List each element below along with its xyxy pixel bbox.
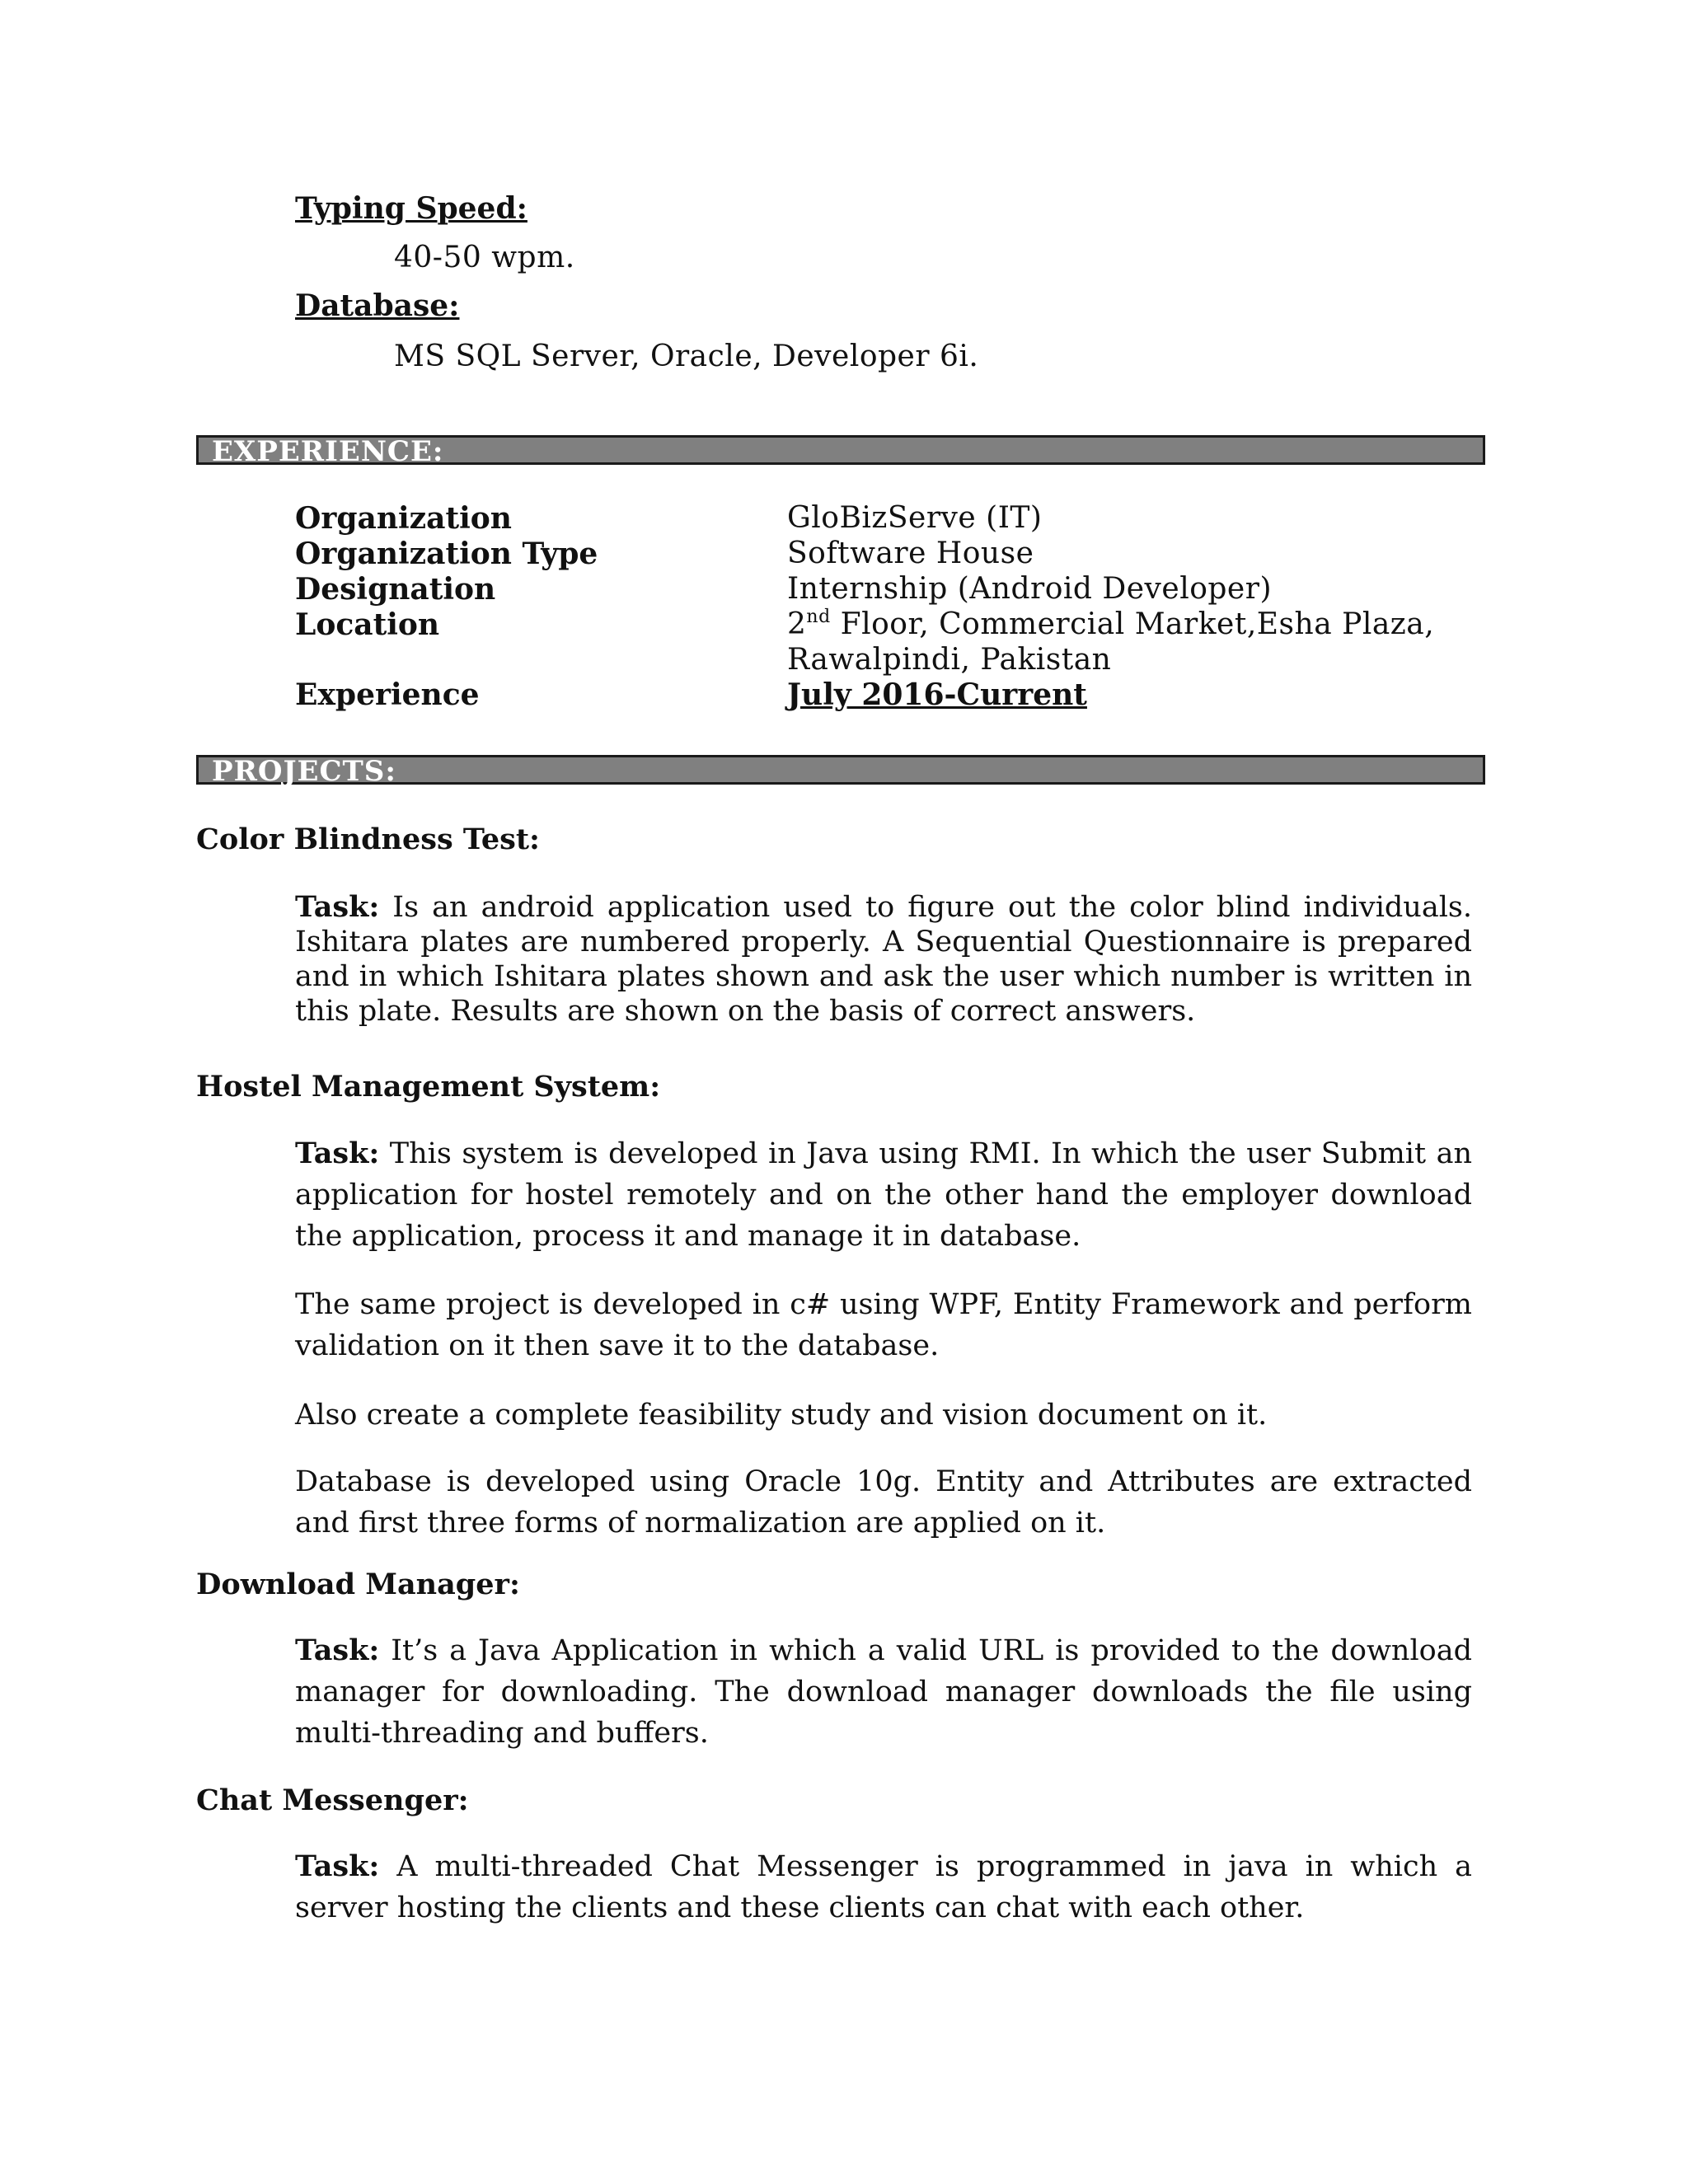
project-hostel-paragraph-2: The same project is developed in c# using WPF, Entity Framework and perform validation on it then save it to the database. <box>295 1288 1472 1362</box>
task-label: Task: <box>295 1137 380 1170</box>
location-floor-number: 2 <box>787 607 807 641</box>
task-label: Task: <box>295 1633 380 1667</box>
experience-section-header <box>196 435 1485 468</box>
organization-type-key: Organization Type <box>295 537 598 571</box>
project-desc-hostel <box>295 1133 1472 1257</box>
location-value-line2: Rawalpindi, Pakistan <box>787 643 1112 677</box>
projects-section-header <box>196 755 1485 788</box>
project-title-download-manager: Download Manager: <box>196 1568 520 1601</box>
experience-key: Experience <box>295 677 480 712</box>
project-desc-download-manager <box>295 1630 1472 1754</box>
organization-key: Organization <box>295 501 512 536</box>
experience-duration-value: July 2016-Current <box>787 677 1087 712</box>
designation-value: Internship (Android Developer) <box>787 572 1272 606</box>
project-desc-color-blindness <box>295 890 1472 1029</box>
task-text: Is an android application used to figure out the color blind individuals. Ishitara plates are numbered properly. A Sequential Questionnaire is prepared and in which Ishitara plates shown and ask the user which number is written in this plate. Results are shown on the basis of correct answers. <box>295 891 1472 1028</box>
task-text: It’s a Java Application in which a valid URL is provided to the download manager for downloading. The download manager downloads the file using multi-threading and buffers. <box>295 1634 1472 1750</box>
location-floor-ordinal: nd <box>806 607 831 627</box>
task-text: A multi-threaded Chat Messenger is programmed in java in which a server hosting the clients and these clients can chat with each other. <box>295 1850 1472 1924</box>
location-address-line1: Floor, Commercial Market,Esha Plaza, <box>830 607 1435 641</box>
project-hostel-paragraph-4: Database is developed using Oracle 10g. Entity and Attributes are extracted and first three forms of normalization are applied on it. <box>295 1465 1472 1540</box>
database-value: MS SQL Server, Oracle, Developer 6i. <box>394 340 979 373</box>
location-key: Location <box>295 607 440 642</box>
project-title-hostel: Hostel Management System: <box>196 1070 661 1104</box>
database-label: Database: <box>295 288 460 323</box>
typing-speed-label: Typing Speed: <box>295 191 528 226</box>
project-desc-chat-messenger <box>295 1846 1472 1929</box>
location-value-line1 <box>787 607 1434 641</box>
project-title-chat-messenger: Chat Messenger: <box>196 1783 469 1817</box>
project-title-color-blindness: Color Blindness Test: <box>196 823 540 856</box>
experience-header-text: EXPERIENCE: <box>212 435 444 468</box>
designation-key: Designation <box>295 572 496 607</box>
organization-type-value: Software House <box>787 537 1034 570</box>
projects-header-text: PROJECTS: <box>212 755 396 788</box>
typing-speed-value: 40-50 wpm. <box>394 241 575 274</box>
task-label: Task: <box>295 890 380 924</box>
organization-value: GloBizServe (IT) <box>787 501 1043 535</box>
task-text: This system is developed in Java using RMI. In which the user Submit an application for hostel remotely and on the other hand the employer download the application, process it and manage it in database. <box>295 1137 1472 1253</box>
project-hostel-paragraph-3: Also create a complete feasibility study and vision document on it. <box>295 1399 1268 1432</box>
task-label: Task: <box>295 1849 380 1883</box>
